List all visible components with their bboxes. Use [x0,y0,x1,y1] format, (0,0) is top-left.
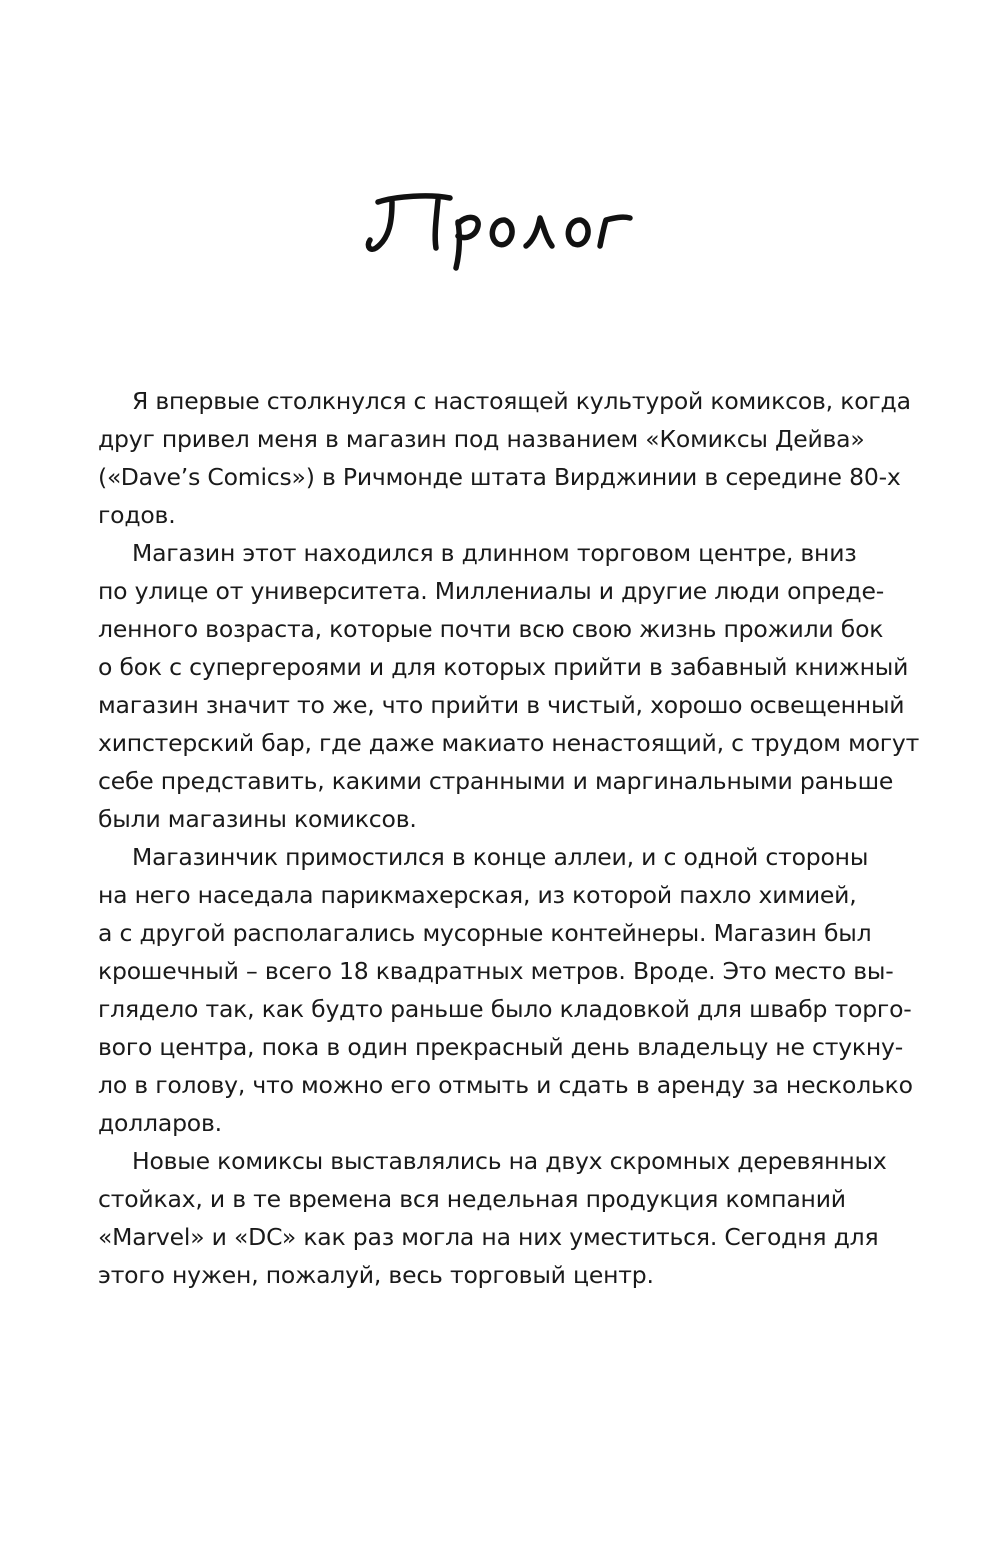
text-line: о бок с супергероями и для которых прийти в забавный книжный [98,653,909,681]
chapter-title [300,160,700,290]
prologue-text [98,382,920,1294]
text-line: друг привел меня в магазин под названием «Комиксы Дейва» [98,425,865,453]
chapter-title-handwritten [300,160,700,290]
text-line: стойках, и в те времена вся недельная продукция компаний [98,1185,846,1213]
text-line: вого центра, пока в один прекрасный день владельцу не стукну- [98,1033,904,1061]
text-line: Магазинчик примостился в конце аллеи, и с одной стороны [132,843,869,871]
text-line: ленного возраста, которые почти всю свою жизнь прожили бок [98,615,884,643]
text-line: крошечный – всего 18 квадратных метров. Вроде. Это место вы- [98,957,894,985]
text-line: Магазин этот находился в длинном торговом центре, вниз [132,539,857,567]
text-line: долларов. [98,1109,222,1137]
text-line: («Dave’s Comics») в Ричмонде штата Вирджинии в середине 80-х [98,463,901,491]
text-line: на него наседала парикмахерская, из которой пахло химией, [98,881,857,909]
text-line: годов. [98,501,176,529]
paragraph-2 [98,534,920,838]
text-line: себе представить, какими странными и маргинальными раньше [98,767,894,795]
text-line: глядело так, как будто раньше было кладовкой для швабр торго- [98,995,912,1023]
text-line: по улице от университета. Миллениалы и другие люди опреде- [98,577,885,605]
paragraph-4 [98,1142,887,1294]
text-line: ло в голову, что можно его отмыть и сдать в аренду за несколько [98,1071,913,1099]
text-line: хипстерский бар, где даже макиато ненастоящий, с трудом могут [98,729,920,757]
text-line: магазин значит то же, что прийти в чистый, хорошо освещенный [98,691,905,719]
text-line: а с другой располагались мусорные контейнеры. Магазин был [98,919,872,947]
text-line: этого нужен, пожалуй, весь торговый центр. [98,1261,654,1289]
text-line: «Marvel» и «DC» как раз могла на них уместиться. Сегодня для [98,1223,879,1251]
text-line: Я впервые столкнулся с настоящей культурой комиксов, когда [132,387,911,415]
paragraph-3 [98,838,913,1142]
paragraph-1 [98,382,911,534]
text-line: были магазины комиксов. [98,805,417,833]
text-line: Новые комиксы выставлялись на двух скромных деревянных [132,1147,887,1175]
